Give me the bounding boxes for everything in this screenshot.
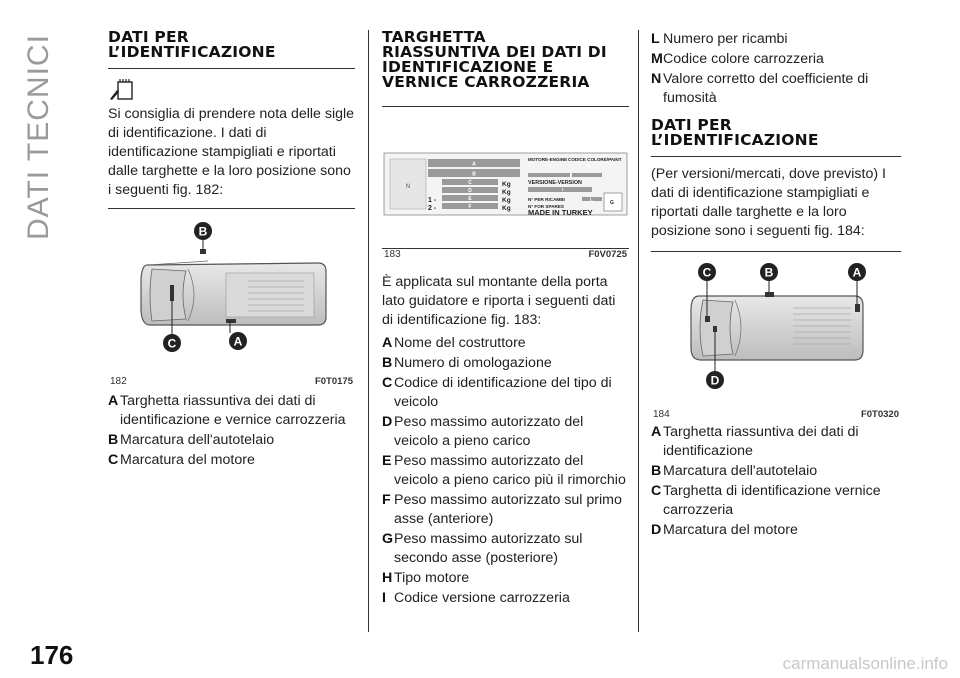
page-number: 176 — [30, 640, 74, 670]
svg-text:C: C — [702, 265, 712, 280]
svg-text:L: L — [590, 196, 593, 202]
intro-text: È applicata sul montante della porta lato guidatore e riporta i seguenti dati di identificazione fig. 183: — [382, 274, 616, 328]
figure-caption: 183 F0V0725 — [384, 249, 627, 260]
legend-item: C Codice di identificazione del tipo di veicolo — [382, 375, 612, 410]
svg-text:MOTORE-ENGINE: MOTORE-ENGINE — [528, 157, 568, 162]
legend-item: A Targhetta riassuntiva dei dati di identificazione e vernice carrozzeria — [108, 393, 346, 428]
svg-text:1 -: 1 - — [428, 197, 437, 204]
svg-text:I: I — [562, 187, 564, 192]
svg-text:VERSIONE-VERSION: VERSIONE-VERSION — [528, 180, 582, 186]
svg-text:D: D — [710, 373, 720, 388]
legend-item: MCodice colore carrozzeria — [651, 51, 824, 67]
svg-text:M: M — [586, 163, 590, 168]
figure-183 — [382, 131, 629, 267]
column-3 — [651, 30, 901, 541]
intro-text: Si consiglia di prendere nota delle sigle di identificazione. I dati di identificazione stampigliati e riportati dalle targhette e la loro posizione sono i seguenti fig. 182: — [108, 106, 355, 198]
svg-text:E: E — [468, 196, 472, 202]
svg-text:B: B — [198, 224, 208, 239]
svg-text:A: A — [472, 161, 476, 168]
chapter-side-label: DATI TECNICI — [22, 34, 55, 240]
notepad-icon — [108, 79, 355, 101]
svg-text:A: A — [233, 334, 243, 349]
column-1 — [108, 30, 355, 471]
legend-item: B Marcatura dell'autotelaio — [651, 463, 818, 479]
legend-item: L Numero per ricambi — [651, 31, 788, 47]
svg-text:N° PER RICAMBI: N° PER RICAMBI — [528, 197, 565, 202]
legend-list — [382, 334, 629, 608]
legend-list — [651, 423, 901, 540]
intro-text: (Per versioni/mercati, dove previsto) I dati di identificazione stampigliati e riportati dalle targhette e la loro posizione sono i seguenti fig. 184: — [651, 166, 886, 239]
legend-item: H Tipo motore — [382, 570, 470, 586]
svg-text:B: B — [472, 171, 476, 178]
watermark: carmanualsonline.info — [782, 654, 948, 673]
legend-item: GPeso massimo autorizzato sul secondo asse (posteriore) — [382, 531, 583, 566]
van-top-view-diagram — [651, 252, 901, 404]
title-line: DATI PER — [108, 28, 189, 46]
column-divider-1 — [368, 30, 369, 632]
legend-item: B Numero di omologazione — [382, 355, 552, 371]
legend-list-continued — [651, 30, 901, 108]
legend-item: C Marcatura del motore — [108, 452, 255, 468]
title-rule — [382, 106, 629, 107]
svg-text:F: F — [468, 204, 472, 210]
svg-text:N° FOR SPARES: N° FOR SPARES — [528, 204, 564, 209]
svg-text:C: C — [468, 180, 472, 186]
section-title: TARGHETTA RIASSUNTIVA DEI DATI DI IDENTIFICAZIONE E VERNICE CARROZZERIA — [382, 28, 607, 91]
figure-code: F0T0175 — [314, 376, 353, 387]
svg-text:Kg: Kg — [502, 181, 511, 188]
svg-text:B: B — [764, 265, 774, 280]
column-divider-2 — [638, 30, 639, 632]
svg-text:A: A — [852, 265, 862, 280]
legend-item: N Valore corretto del coefficiente di fumosità — [651, 71, 869, 106]
svg-text:CODICE COLORE/PAINT: CODICE COLORE/PAINT — [568, 157, 622, 162]
title-line: L’IDENTIFICAZIONE — [108, 43, 276, 61]
van-top-view-diagram — [108, 209, 355, 371]
legend-item: I Codice versione carrozzeria — [382, 590, 570, 606]
legend-item: A Nome del costruttore — [382, 335, 526, 351]
svg-text:H: H — [548, 163, 552, 168]
svg-text:2 -: 2 - — [428, 205, 437, 212]
legend-item: C Targhetta di identificazione vernice carrozzeria — [651, 483, 881, 518]
svg-text:Kg: Kg — [502, 205, 511, 212]
svg-text:D: D — [468, 188, 472, 194]
figure-caption — [108, 376, 355, 387]
identification-plate-diagram — [382, 131, 629, 243]
figure-number: 182 — [110, 376, 127, 387]
title-rule — [651, 156, 901, 157]
svg-text:Kg: Kg — [502, 189, 511, 196]
svg-text:N: N — [405, 184, 411, 190]
legend-item: D Marcatura del motore — [651, 522, 798, 538]
column-2 — [382, 30, 629, 609]
section-title: DATI PER L’IDENTIFICAZIONE — [651, 116, 819, 149]
legend-list — [108, 392, 355, 470]
svg-text:Kg: Kg — [502, 197, 511, 204]
legend-item: A Targhetta riassuntiva dei dati di identificazione — [651, 424, 859, 459]
svg-text:MADE IN TURKEY: MADE IN TURKEY — [528, 208, 593, 217]
title-rule — [108, 68, 355, 69]
legend-item: E Peso massimo autorizzato del veicolo a pieno carico più il rimorchio — [382, 453, 626, 488]
legend-item: F Peso massimo autorizzato sul primo asse (anteriore) — [382, 492, 622, 527]
section-title — [108, 30, 355, 60]
legend-item: B Marcatura dell'autotelaio — [108, 432, 275, 448]
figure-184 — [651, 251, 901, 419]
figure-caption: 184 F0T0320 — [653, 409, 899, 420]
svg-text:G: G — [610, 200, 614, 206]
legend-item: D Peso massimo autorizzato del veicolo a pieno carico — [382, 414, 584, 449]
figure-182 — [108, 208, 355, 386]
svg-text:C: C — [167, 336, 177, 351]
